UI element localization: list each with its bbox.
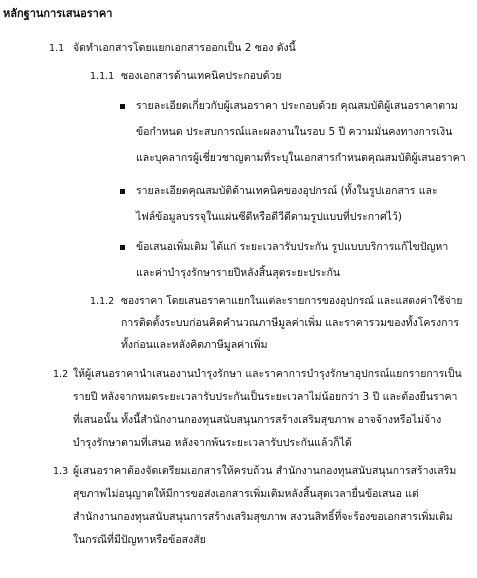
item-1-3-line-4: ในกรณีที่มีปัญหาหรือข้อสงสัย	[73, 534, 206, 546]
item-1-1-1-text: ซองเอกสารด้านเทคนิคประกอบด้วย	[121, 70, 282, 82]
item-1-1-text: จัดทำเอกสารโดยแยกเอกสารออกเป็น 2 ซอง ดังนี้	[73, 42, 296, 54]
item-1-3-line-3: สำนักงานกองทุนสนับสนุนการสร้างเสริมสุขภาพ สงวนสิทธิ์ที่จะร้องขอเอกสารเพิ่มเติม	[73, 511, 453, 523]
bullet-3-line-2: และค่าบำรุงรักษารายปีหลังสิ้นสุดระยะประกัน	[136, 267, 341, 279]
bullet-1-line-3: และบุคลากรผู้เชี่ยวชาญตามที่ระบุในเอกสารกำหนดคุณสมบัติผู้เสนอราคา	[136, 152, 466, 164]
bullet-1-line-1: รายละเอียดเกี่ยวกับผู้เสนอราคา ประกอบด้วย คุณสมบัติผู้เสนอราคาตาม	[136, 100, 458, 112]
item-1-1-2-line-3: ทั้งก่อนและหลังคิดภาษีมูลค่าเพิ่ม	[121, 339, 268, 351]
bullet-2-line-2: ไฟล์ข้อมูลบรรจุในแผ่นซีดีหรือดีวีดีตามรูปแบบที่ประกาศไว้)	[136, 211, 402, 223]
item-1-3-line-1: ผู้เสนอราคาต้องจัดเตรียมเอกสารให้ครบถ้วน สำนักงานกองทุนสนับสนุนการสร้างเสริม	[73, 465, 457, 477]
item-1-1-2-number: 1.1.2	[90, 296, 115, 307]
item-1-3-line-2: สุขภาพไม่อนุญาตให้มีการขอส่งเอกสารเพิ่มเติมหลังสิ้นสุดเวลายื่นข้อเสนอ แต่	[73, 488, 419, 500]
bullet-icon	[120, 104, 125, 109]
bullet-3-line-1: ข้อเสนอเพิ่มเติม ได้แก่ ระยะเวลารับประกัน รูปแบบบริการแก้ไขปัญหา	[136, 241, 449, 253]
bullet-icon	[120, 189, 125, 194]
item-1-2-line-3: ที่เสนอนั้น ทั้งนี้สำนักงานกองทุนสนับสนุนการสร้างเสริมสุขภาพ อาจจ้างหรือไม่จ้าง	[73, 414, 442, 426]
item-1-2-line-1: ให้ผู้เสนอราคานำเสนองานบำรุงรักษา และราคาการบำรุงรักษาอุปกรณ์แยกรายการเป็น	[73, 368, 462, 380]
item-1-1-number: 1.1	[49, 43, 65, 54]
item-1-2-line-4: บำรุงรักษาตามที่เสนอ หลังจากพ้นระยะเวลารับประกันแล้วก็ได้	[73, 437, 352, 449]
bullet-1-line-2: ข้อกำหนด ประสบการณ์และผลงานในรอบ 5 ปี ความมั่นคงทางการเงิน	[136, 126, 453, 138]
bullet-2-line-1: รายละเอียดคุณสมบัติด้านเทคนิคของอุปกรณ์ (ทั้งในรูปเอกสาร และ	[136, 185, 438, 197]
item-1-3-number: 1.3	[53, 466, 69, 477]
item-1-2-line-2: รายปี หลังจากหมดระยะเวลารับประกันเป็นระยะเวลาไม่น้อยกว่า 3 ปี และต้องยืนราคา	[73, 391, 458, 403]
bullet-icon	[120, 245, 125, 250]
item-1-1-2-line-2: การติดตั้งระบบก่อนคิดคำนวณภาษีมูลค่าเพิ่ม และราคารวมของทั้งโครงการ	[121, 317, 460, 329]
item-1-2-number: 1.2	[53, 369, 69, 380]
item-1-1-2-line-1: ซองราคา โดยเสนอราคาแยกในแต่ละรายการของอุปกรณ์ และแสดงค่าใช้จ่าย	[121, 295, 463, 307]
item-1-1-1-number: 1.1.1	[90, 71, 115, 82]
section-heading: หลักฐานการเสนอราคา	[3, 7, 113, 20]
